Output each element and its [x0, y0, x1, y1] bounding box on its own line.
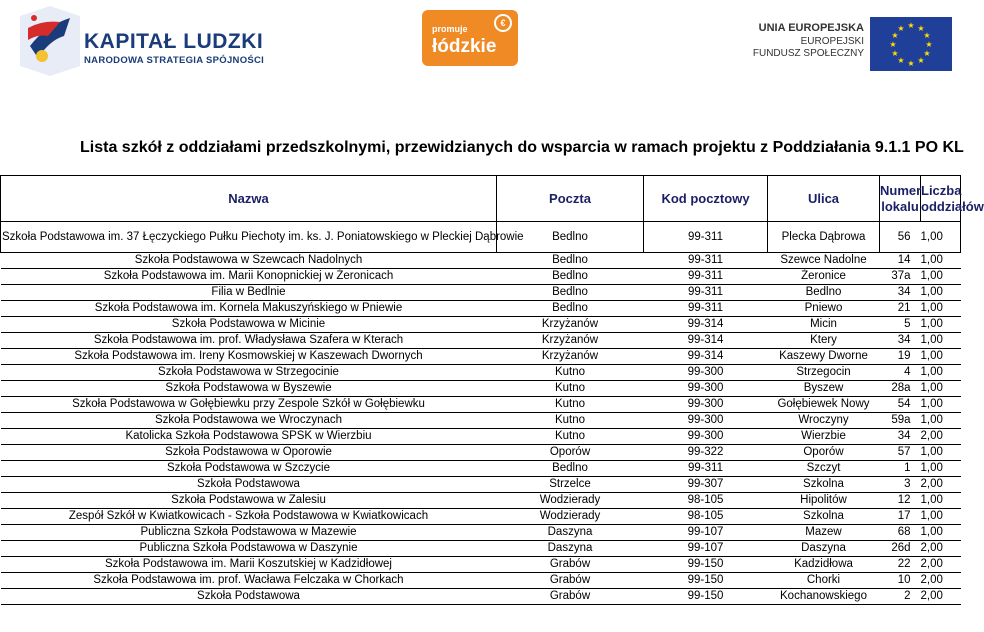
table-row: [1, 589, 961, 605]
cell-kod: 99-311: [644, 222, 768, 253]
cell-nazwa: Szkoła Podstawowa im. Marii Koszutskiej w Kadzidłowej: [1, 557, 497, 573]
table-row: [1, 222, 961, 253]
cell-liczba: 1,00: [921, 461, 961, 477]
table-row: [1, 301, 961, 317]
cell-liczba: 1,00: [921, 253, 961, 269]
cell-kod: 99-311: [644, 301, 768, 317]
cell-kod: 99-311: [644, 253, 768, 269]
cell-lok: 34: [880, 429, 921, 445]
cell-ulica: Plecka Dąbrowa: [768, 222, 880, 253]
cell-ulica: Bedlno: [768, 285, 880, 301]
cell-nazwa: Zespół Szkół w Kwiatkowicach - Szkoła Podstawowa w Kwiatkowicach: [1, 509, 497, 525]
cell-liczba: 1,00: [921, 509, 961, 525]
cell-poczta: Krzyżanów: [497, 333, 644, 349]
cell-poczta: Krzyżanów: [497, 317, 644, 333]
cell-liczba: 2,00: [921, 573, 961, 589]
cell-lok: 37a: [880, 269, 921, 285]
cell-nazwa: Filia w Bedlnie: [1, 285, 497, 301]
cell-nazwa: Szkoła Podstawowa im. Marii Konopnickiej w Żeronicach: [1, 269, 497, 285]
cell-ulica: Oporów: [768, 445, 880, 461]
cell-poczta: Kutno: [497, 365, 644, 381]
cell-liczba: 2,00: [921, 429, 961, 445]
cell-liczba: 1,00: [921, 413, 961, 429]
table-row: [1, 333, 961, 349]
cell-poczta: Bedlno: [497, 222, 644, 253]
table-row: [1, 461, 961, 477]
cell-kod: 99-300: [644, 429, 768, 445]
cell-nazwa: Szkoła Podstawowa w Gołębiewku przy Zespole Szkół w Gołębiewku: [1, 397, 497, 413]
cell-lok: 5: [880, 317, 921, 333]
cell-nazwa: Szkoła Podstawowa im. prof. Wacława Felczaka w Chorkach: [1, 573, 497, 589]
promuje-label: promuje: [432, 24, 468, 34]
svg-text:★: ★: [891, 31, 899, 40]
cell-kod: 98-105: [644, 493, 768, 509]
table-row: [1, 413, 961, 429]
cell-ulica: Byszew: [768, 381, 880, 397]
cell-nazwa: Szkoła Podstawowa: [1, 589, 497, 605]
cell-kod: 98-105: [644, 509, 768, 525]
cell-ulica: Strzegocin: [768, 365, 880, 381]
table-row: [1, 541, 961, 557]
cell-lok: 3: [880, 477, 921, 493]
table-row: [1, 397, 961, 413]
cell-liczba: 2,00: [921, 557, 961, 573]
table-row: [1, 493, 961, 509]
cell-nazwa: Publiczna Szkoła Podstawowa w Mazewie: [1, 525, 497, 541]
table-row: [1, 445, 961, 461]
cell-kod: 99-300: [644, 365, 768, 381]
cell-liczba: 2,00: [921, 589, 961, 605]
cell-poczta: Kutno: [497, 413, 644, 429]
cell-kod: 99-311: [644, 285, 768, 301]
cell-liczba: 1,00: [921, 397, 961, 413]
cell-poczta: Wodzierady: [497, 493, 644, 509]
cell-ulica: Kadzidłowa: [768, 557, 880, 573]
cell-lok: 17: [880, 509, 921, 525]
eu-line-2: EUROPEJSKI: [800, 36, 864, 47]
cell-lok: 54: [880, 397, 921, 413]
table-row: [1, 557, 961, 573]
cell-poczta: Kutno: [497, 397, 644, 413]
cell-ulica: Gołębiewek Nowy: [768, 397, 880, 413]
header-nazwa: Nazwa: [1, 176, 497, 222]
cell-kod: 99-314: [644, 333, 768, 349]
cell-kod: 99-322: [644, 445, 768, 461]
eu-flag-icon: [870, 17, 952, 71]
cell-liczba: 1,00: [921, 301, 961, 317]
cell-liczba: 1,00: [921, 525, 961, 541]
table-row: [1, 349, 961, 365]
cell-ulica: Szkolna: [768, 509, 880, 525]
cell-ulica: Hipolitów: [768, 493, 880, 509]
cell-ulica: Żeronice: [768, 269, 880, 285]
kapital-ludzki-emblem-icon: [20, 6, 80, 76]
cell-lok: 68: [880, 525, 921, 541]
cell-lok: 22: [880, 557, 921, 573]
cell-nazwa: Szkoła Podstawowa w Szewcach Nadolnych: [1, 253, 497, 269]
cell-ulica: Kochanowskiego: [768, 589, 880, 605]
cell-nazwa: Szkoła Podstawowa im. Kornela Makuszyńskiego w Pniewie: [1, 301, 497, 317]
kapital-ludzki-title: KAPITAŁ LUDZKI: [84, 30, 264, 53]
table-row: [1, 573, 961, 589]
cell-nazwa: Szkoła Podstawowa w Micinie: [1, 317, 497, 333]
cell-nazwa: Szkoła Podstawowa w Oporowie: [1, 445, 497, 461]
eu-line-3: FUNDUSZ SPOŁECZNY: [752, 48, 864, 59]
cell-poczta: Krzyżanów: [497, 349, 644, 365]
table-row: [1, 285, 961, 301]
header-ulica: Ulica: [768, 176, 880, 222]
table-row: [1, 317, 961, 333]
cell-poczta: Bedlno: [497, 461, 644, 477]
cell-ulica: Daszyna: [768, 541, 880, 557]
table-header-row: [1, 176, 961, 222]
svg-text:★: ★: [907, 59, 915, 68]
cell-lok: 26d: [880, 541, 921, 557]
cell-ulica: Ktery: [768, 333, 880, 349]
cell-kod: 99-311: [644, 461, 768, 477]
cell-kod: 99-311: [644, 269, 768, 285]
cell-liczba: 2,00: [921, 477, 961, 493]
promuje-lodzkie-logo: [422, 10, 518, 66]
cell-lok: 57: [880, 445, 921, 461]
svg-text:★: ★: [891, 49, 899, 58]
table-row: [1, 269, 961, 285]
cell-liczba: 1,00: [921, 285, 961, 301]
svg-text:★: ★: [917, 56, 925, 65]
cell-poczta: Wodzierady: [497, 509, 644, 525]
cell-kod: 99-307: [644, 477, 768, 493]
table-row: [1, 429, 961, 445]
cell-ulica: Szewce Nadolne: [768, 253, 880, 269]
cell-lok: 1: [880, 461, 921, 477]
cell-nazwa: Katolicka Szkoła Podstawowa SPSK w Wierzbiu: [1, 429, 497, 445]
table-row: [1, 381, 961, 397]
cell-ulica: Kaszewy Dworne: [768, 349, 880, 365]
cell-poczta: Bedlno: [497, 253, 644, 269]
cell-poczta: Daszyna: [497, 541, 644, 557]
cell-nazwa: Szkoła Podstawowa w Strzegocinie: [1, 365, 497, 381]
cell-kod: 99-107: [644, 525, 768, 541]
header-liczba-oddzialow: Liczba oddziałów: [921, 176, 961, 222]
euro-coin-icon: €: [494, 14, 512, 32]
cell-poczta: Grabów: [497, 557, 644, 573]
cell-lok: 28a: [880, 381, 921, 397]
svg-text:★: ★: [897, 56, 905, 65]
cell-lok: 12: [880, 493, 921, 509]
cell-kod: 99-314: [644, 317, 768, 333]
cell-lok: 2: [880, 589, 921, 605]
cell-liczba: 1,00: [921, 381, 961, 397]
cell-liczba: 1,00: [921, 317, 961, 333]
cell-ulica: Pniewo: [768, 301, 880, 317]
cell-liczba: 1,00: [921, 493, 961, 509]
cell-nazwa: Szkoła Podstawowa w Zalesiu: [1, 493, 497, 509]
cell-lok: 19: [880, 349, 921, 365]
cell-lok: 14: [880, 253, 921, 269]
cell-liczba: 1,00: [921, 269, 961, 285]
cell-lok: 34: [880, 285, 921, 301]
cell-poczta: Bedlno: [497, 285, 644, 301]
header-numer-lokalu: Numer lokalu: [880, 176, 921, 222]
cell-lok: 56: [880, 222, 921, 253]
table-row: [1, 365, 961, 381]
cell-nazwa: Szkoła Podstawowa im. prof. Władysława Szafera w Kterach: [1, 333, 497, 349]
cell-nazwa: Szkoła Podstawowa we Wroczynach: [1, 413, 497, 429]
svg-text:★: ★: [925, 40, 933, 49]
table-row: [1, 509, 961, 525]
cell-liczba: 1,00: [921, 445, 961, 461]
kapital-ludzki-subtitle: NARODOWA STRATEGIA SPÓJNOŚCI: [84, 55, 265, 66]
cell-ulica: Wierzbie: [768, 429, 880, 445]
cell-poczta: Kutno: [497, 381, 644, 397]
cell-poczta: Bedlno: [497, 269, 644, 285]
cell-poczta: Oporów: [497, 445, 644, 461]
cell-poczta: Grabów: [497, 573, 644, 589]
cell-ulica: Chorki: [768, 573, 880, 589]
schools-table: [0, 175, 984, 605]
table-row: [1, 253, 961, 269]
cell-nazwa: Publiczna Szkoła Podstawowa w Daszynie: [1, 541, 497, 557]
svg-text:★: ★: [923, 49, 931, 58]
cell-lok: 21: [880, 301, 921, 317]
header-poczta: Poczta: [497, 176, 644, 222]
kapital-ludzki-logo: [20, 6, 265, 76]
cell-poczta: Strzelce: [497, 477, 644, 493]
cell-kod: 99-314: [644, 349, 768, 365]
svg-text:★: ★: [889, 40, 897, 49]
header-kod-pocztowy: Kod pocztowy: [644, 176, 768, 222]
cell-liczba: 1,00: [921, 349, 961, 365]
svg-text:★: ★: [917, 24, 925, 33]
cell-ulica: Szczyt: [768, 461, 880, 477]
table-row: [1, 525, 961, 541]
svg-text:★: ★: [897, 24, 905, 33]
cell-lok: 4: [880, 365, 921, 381]
logo-bar: [0, 0, 960, 84]
cell-poczta: Bedlno: [497, 301, 644, 317]
svg-text:★: ★: [923, 31, 931, 40]
cell-ulica: Wroczyny: [768, 413, 880, 429]
page-title: Lista szkół z oddziałami przedszkolnymi, przewidzianych do wsparcia w ramach projektu z Poddziałania 9.1.1 PO KL: [80, 139, 964, 156]
cell-ulica: Micin: [768, 317, 880, 333]
cell-kod: 99-150: [644, 557, 768, 573]
cell-liczba: 1,00: [921, 222, 961, 253]
cell-nazwa: Szkoła Podstawowa im. 37 Łęczyckiego Pułku Piechoty im. ks. J. Poniatowskiego w Pleckiej Dąbrowie: [1, 222, 497, 253]
cell-liczba: 1,00: [921, 365, 961, 381]
table-row: [1, 477, 961, 493]
cell-kod: 99-300: [644, 413, 768, 429]
cell-lok: 34: [880, 333, 921, 349]
cell-nazwa: Szkoła Podstawowa im. Ireny Kosmowskiej w Kaszewach Dwornych: [1, 349, 497, 365]
cell-kod: 99-300: [644, 397, 768, 413]
cell-kod: 99-150: [644, 589, 768, 605]
cell-nazwa: Szkoła Podstawowa: [1, 477, 497, 493]
cell-ulica: Mazew: [768, 525, 880, 541]
lodzkie-label: łódzkie: [432, 36, 497, 57]
cell-kod: 99-150: [644, 573, 768, 589]
cell-kod: 99-107: [644, 541, 768, 557]
cell-liczba: 1,00: [921, 333, 961, 349]
svg-text:★: ★: [907, 21, 915, 30]
cell-kod: 99-300: [644, 381, 768, 397]
cell-nazwa: Szkoła Podstawowa w Byszewie: [1, 381, 497, 397]
cell-lok: 10: [880, 573, 921, 589]
cell-nazwa: Szkoła Podstawowa w Szczycie: [1, 461, 497, 477]
cell-liczba: 2,00: [921, 541, 961, 557]
cell-poczta: Grabów: [497, 589, 644, 605]
cell-poczta: Kutno: [497, 429, 644, 445]
cell-ulica: Szkolna: [768, 477, 880, 493]
eu-line-1: UNIA EUROPEJSKA: [758, 22, 864, 34]
eu-logo: [748, 12, 958, 72]
cell-lok: 59a: [880, 413, 921, 429]
cell-poczta: Daszyna: [497, 525, 644, 541]
